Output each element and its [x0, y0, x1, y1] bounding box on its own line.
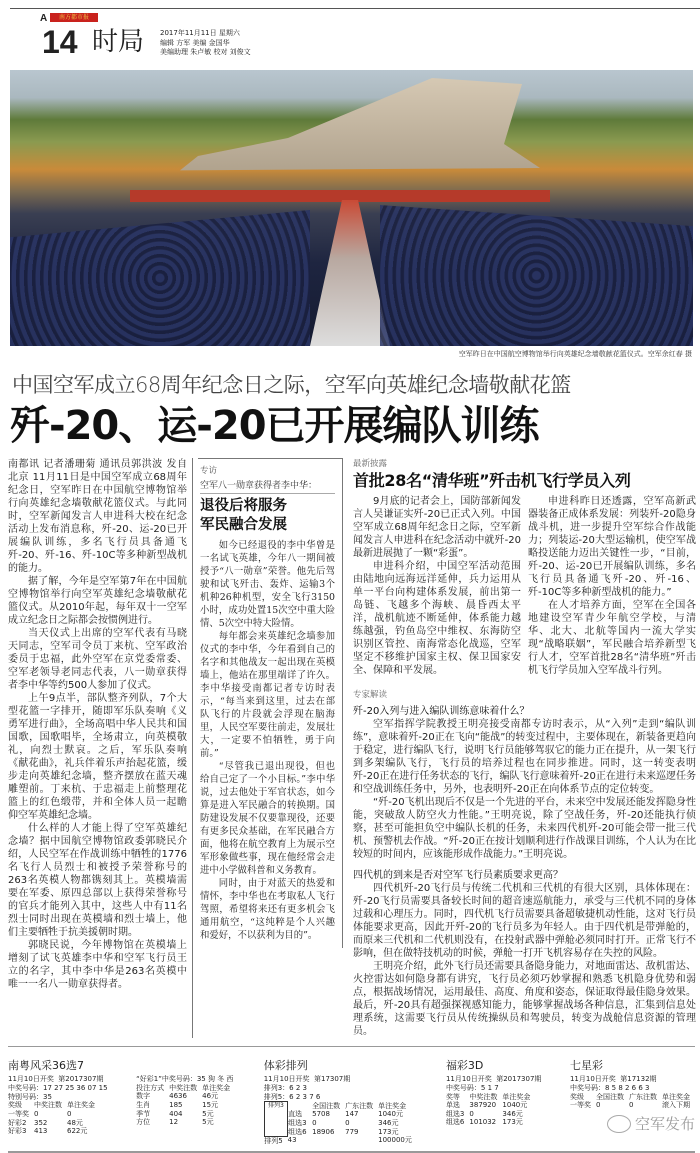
lottery-pailie — [264, 1059, 418, 1145]
articles-row — [8, 458, 695, 1038]
paragraph: 上午9点半，部队整齐列队，7个大型花篮一字排开，随即军乐队奏响《义勇军进行曲》，全场高唱中华人民共和国国歌，国歌唱毕，全场肃立，向英模敬礼，向烈士默哀。之后，军乐队奏响《献花曲》，礼兵伴着乐声抬起花篮，缓步走向英雄纪念墙，整齐摆放在蓝天魂雕塑前。丁来杭、于忠福走上前整理花篮上的红色缎带，并和全体人员一起瞻仰空军英雄纪念墙。 — [8, 693, 187, 821]
td: 方位 — [136, 1118, 151, 1127]
th: 全国注数 — [312, 1101, 341, 1110]
draw-date: 11月10日开奖 — [445, 1075, 492, 1083]
p5-numbers: 排列5：6 2 3 7 6 — [263, 1092, 321, 1101]
td: 779 — [345, 1127, 359, 1136]
lead-article — [8, 458, 187, 991]
interview-subtitle: 空军八一勋章获得者李中华： — [200, 480, 335, 494]
td: 173元 — [502, 1118, 523, 1127]
td: 5元 — [202, 1109, 214, 1118]
td: 404 — [169, 1109, 183, 1118]
td: 0 — [312, 1119, 317, 1128]
td: 12 — [169, 1118, 179, 1127]
td: 0 — [628, 1101, 634, 1110]
td: 352 — [34, 1118, 48, 1127]
page-number: 14 — [42, 24, 78, 60]
td: 46元 — [202, 1092, 219, 1101]
issue-number: 第2017307期 — [58, 1075, 104, 1083]
lottery-haocai1 — [136, 1059, 235, 1127]
prize-table — [136, 1084, 235, 1127]
troops-left — [10, 210, 310, 346]
td: 5708 — [312, 1110, 330, 1119]
prize-table — [570, 1093, 695, 1110]
issue-date: 2017年11月11日 星期六 — [160, 29, 240, 37]
paragraph: 空军指挥学院教授王明亮接受南都专访时表示，从“入列”走到“编队训练”，意味着歼-20正在飞向“能战”的转变过程中，主要体现在，新装备更趋向于稳定，进行编队飞行，说明飞行员能够驾驭它的能力正在提升，从一架飞行到多架编队飞行，飞行员的培养过程也在同步推进。同时，这一转变表明歼-20正在进行任务状态的飞行，编队飞行意味着歼-20正在进行未来巡逻任务和空战训练任务中，另外，也表明歼-20正在向体系节点的定位转变。 — [353, 719, 696, 795]
interview-title — [200, 497, 335, 535]
winning-numbers: 中奖号码：5 1 7 — [445, 1083, 499, 1092]
th: 奖级 — [569, 1092, 584, 1101]
flower-baskets — [130, 190, 550, 202]
section-title: 时局 — [92, 27, 145, 57]
news-tag: 最新披露 — [353, 459, 388, 469]
td: 0 — [67, 1109, 72, 1118]
winning-numbers: 中奖号码：17 27 25 36 07 15 — [8, 1083, 108, 1092]
paragraph: 南都讯 记者潘珊菊 通讯员郭洪波 发自北京 11月11日是中国空军成立68周年纪念日，空军昨日在中国航空博物馆举行向英雄纪念墙敬献花篮仪式。与此同时，空军新闻发言人申进科大校在纪念活动上发布消息称，歼-20、运-20已开展编队训练，多名飞行员具备通飞歼-20、歼-16、歼-10C等多种新型战机的能力。 — [8, 459, 187, 574]
proofreaders: 美编助理 朱卢敏 校对 刘俊文 — [160, 48, 251, 56]
lottery-title: 南粤风采36选7 — [8, 1059, 84, 1072]
td: 好彩2 — [8, 1118, 27, 1127]
td: 一等奖 — [8, 1109, 29, 1118]
td: 一等奖 — [569, 1101, 591, 1110]
td: 1040元 — [502, 1101, 528, 1110]
th: 单注奖金 — [502, 1092, 531, 1101]
haocai1-numbers: “好彩1”中奖号码：35 狗 冬 西 — [136, 1075, 234, 1083]
td: 滚入下期 — [661, 1101, 690, 1110]
th: 中奖注数 — [469, 1092, 498, 1101]
paragraph: 据了解，今年是空军第7年在中国航空博物馆举行向空军英雄纪念墙敬献花篮仪式。从2010年起，每年双十一空军成立纪念日之际都会按惯例进行。 — [8, 576, 187, 626]
issue-number: 第17132期 — [620, 1075, 657, 1083]
edition-letter: A — [40, 13, 48, 24]
lottery-title: 福彩3D — [445, 1059, 484, 1072]
td: 5元 — [202, 1118, 214, 1127]
question-2: 四代机的到来是否对空军飞行员素质要求更高？ — [353, 870, 563, 881]
th: 奖等 — [445, 1092, 460, 1101]
th: 广东注数 — [628, 1092, 657, 1101]
main-headline: 歼-20、运-20已开展编队训练 — [10, 403, 539, 449]
center-aisle — [310, 200, 390, 346]
td: 排列5 — [264, 1136, 283, 1145]
interview-article — [200, 539, 335, 942]
winning-numbers: 中奖号码：8 5 8 2 6 6 3 — [569, 1083, 650, 1092]
td: 173元 — [378, 1127, 399, 1136]
interview-box — [198, 458, 343, 948]
td: 组选3 — [288, 1119, 307, 1128]
troops-right — [380, 205, 693, 346]
qixing-column — [570, 1059, 695, 1134]
top-rule — [10, 8, 700, 9]
td: 0 — [345, 1119, 350, 1128]
draw-date: 11月10日开奖 — [8, 1075, 54, 1083]
paragraph: 四代机歼-20飞行员与传统二代机和三代机的有很大区别，具体体现在：歼-20飞行员需要具备较长时间的超音速巡航能力，承受与三代机不同的身体过载和心理压力。同时，四代机飞行员需要具备超敏捷机动性能，这对飞行员体能要求更高，因此开歼-20的飞行员多为年轻人。由于四代机是带弹舱的，而原来三代机和二代机则没有，在投射武器中弹舱必须同时打开。正常飞行不影响，但在做特技机动的时候，弹舱一打开飞机容易存在失控的风险。 — [353, 883, 696, 959]
paragraph: 什么样的人才能上得了空军英雄纪念墙？据中国航空博物馆政委郭晓民介绍，人民空军在作战训练中牺牲的1776名飞行人员烈士和被授予荣誉称号的263名英模人物都镌刻其上。英模墙需要在军委、原四总部以上获得荣誉称号的官兵才能列入其中，这些人中有11名烈士同时出现在英模墙和烈士墙上，他们主要牺牲于抗美援朝时期。 — [8, 823, 187, 938]
td: 387920 — [469, 1101, 497, 1110]
photo-caption: 空军昨日在中国航空博物馆举行向英雄纪念墙敬献花篮仪式。空军余红春 摄 — [458, 350, 692, 358]
th: 投注方式 — [136, 1083, 165, 1092]
td: 生肖 — [136, 1100, 151, 1109]
column-divider — [192, 458, 193, 1038]
td: 组选6 — [288, 1127, 307, 1136]
news-column-2 — [528, 495, 696, 677]
masthead-meta — [160, 29, 251, 58]
paragraph: 郭晓民说，今年博物馆在英模墙上增刻了试飞英雄李中华和空军飞行员王立的名字，其中李中华是263名英模中唯一一名八一勋章获得者。 — [8, 940, 187, 990]
td: 组选3 — [445, 1109, 465, 1118]
paragraph: 王明亮介绍，此外飞行员还需要具备隐身能力，对地面雷达、敌机雷达、火控雷达如何隐身都有讲究，飞行员必须巧妙掌握和熟悉飞机隐身优势和弱点，根据战场情况，运用最佳、高度、角度和姿态，保证取得最佳隐身效果。最后，歼-20具有超强探视感知能力，能够掌握战场各种信息，汇集到信息处理系统，这需要飞行员从传统操纵员和驾驶员，转变为战舱信息资源的管理员。 — [353, 961, 696, 1037]
td: 0 — [469, 1109, 474, 1118]
prize-table — [8, 1101, 100, 1135]
watermark-text: 空军发布 — [634, 1114, 695, 1133]
td: 0 — [595, 1101, 601, 1110]
th: 奖级 — [8, 1101, 22, 1110]
td: 43 — [287, 1136, 297, 1145]
expert-section — [353, 705, 696, 1038]
td: 季节 — [136, 1109, 151, 1118]
lottery-nanyue — [8, 1059, 108, 1136]
td: 101032 — [469, 1118, 497, 1127]
lottery-rule — [8, 1046, 695, 1047]
question-1: 歼-20入列与进入编队训练意味着什么？ — [353, 706, 530, 717]
prize-table — [446, 1093, 535, 1127]
lottery-title: 体彩排列 — [263, 1059, 308, 1072]
paragraph: “尽管我已退出现役，但也给自己定了一个小目标。”李中华说，过去他处于军官状态，如今算是进入军民融合的转换期。国防建设发展不仅要靠现役，还要有更多民众基础，在军民融合方面，他将在航空教育上为展示空军形象做些事，现在他经常会走进中小学做科普和义务教育。 — [200, 761, 335, 876]
draw-date: 11月10日开奖 — [569, 1075, 616, 1083]
title-line: 军民融合发展 — [200, 517, 287, 533]
ceremony-photo — [10, 70, 693, 346]
th: 单注奖金 — [661, 1092, 690, 1101]
paragraph: 同时，由于对蓝天的热爱和情怀，李中华也在考取私人飞行驾照，希望将来还有更多机会飞通用航空，“这纯粹是个人兴趣和爱好，不以获利为目的”。 — [200, 878, 335, 941]
expert-tag: 专家解读 — [353, 690, 388, 700]
th: 中奖注数 — [169, 1083, 198, 1092]
td: 18906 — [312, 1127, 335, 1136]
p3-numbers: 排列3：6 2 3 — [263, 1083, 307, 1092]
issue-number: 第17307期 — [313, 1075, 351, 1083]
paragraph: 申进科介绍，中国空军活动范围由陆地向远海远洋延伸，兵力运用从单一平台向构建体系发展，前出第一岛链、飞越多个海峡、晨昏西太平洋，战机航迹不断延伸，体系能力越练越强，钓鱼岛空中维权、东海防空识别区管控、南海常态化战巡，空军坚定不移维护国家主权、保卫国家安全、保障和平发展。 — [353, 561, 521, 676]
lottery-row — [8, 1059, 695, 1145]
paragraph: 如今已经退役的李中华曾是一名试飞英雄，今年八一期间被授予“八一勋章”荣誉。他先后驾驶和试飞歼击、轰炸、运输3个机种26种机型，安全飞行3150小时，成功处置15次空中重大险情、5次空中特大险情。 — [200, 540, 335, 629]
td: 147 — [345, 1110, 359, 1119]
special-number: 特别号码：35 — [8, 1092, 52, 1101]
paragraph: 9月底的记者会上，国防部新闻发言人吴谦证实歼-20已正式入列。中国空军成立68周年纪念日之际，空军新闻发言人申进科在纪念活动中就歼-20最新进展抛了一颗“彩蛋”。 — [353, 496, 521, 559]
paragraph: 当天仪式上出席的空军代表有马晓天同志，空军司令员丁来杭、空军政治委员于忠福，此外空军在京党委常委、空军老领导老同志代表，八一勋章获得者李中华等约500人参加了仪式。 — [8, 628, 187, 691]
td: 直选 — [288, 1110, 303, 1119]
paragraph: “歼-20飞机出现后不仅是一个先进的平台，未来空中发展还能发挥隐身性能，突破敌人防空火力性能。”王明亮说，除了空战任务，歼-20还能执行侦察，甚至可能担负空中编队长机的任务，未来四代机歼-20可能会带一批三代机、预警机去作战。“歼-20正在按计划顺利进行作战课目训练，个人认为在比较短的时间内，应该能形成作战能力。”王明亮说。 — [353, 797, 696, 860]
td: 4636 — [169, 1092, 187, 1101]
paragraph: 每年都会来英雄纪念墙参加仪式的李中华，今年看到自己的名字和其他战友一起出现在英模墙上，他站在那里端详了许久。李中华接受南都记者专访时表示，“每当来到这里，过去在部队飞行的片段就会浮现在脑海里，人民空军要往前走，发展壮大，一定要不怕牺牲，勇于向前。” — [200, 631, 335, 759]
td: 622元 — [67, 1127, 88, 1136]
news-column-1 — [353, 495, 521, 677]
th: 单注奖金 — [378, 1101, 407, 1110]
td: 0 — [34, 1109, 39, 1118]
th: 单注奖金 — [202, 1083, 231, 1092]
th: 全国注数 — [595, 1092, 624, 1101]
td: 单选 — [445, 1101, 460, 1110]
news-columns — [353, 495, 696, 677]
td: 1040元 — [378, 1110, 403, 1119]
group-label: 排列3 — [264, 1102, 287, 1136]
th: 单注奖金 — [67, 1101, 95, 1110]
paragraph: 在人才培养方面，空军在全国各地建设空军青少年航空学校，与清华、北大、北航等国内一流大学实现“战略联姻”，军民融合培养新型飞行人才，空军首批28名“清华班”歼击机飞行学员加入空军战斗行列。 — [528, 600, 696, 676]
prize-table — [264, 1101, 418, 1145]
td: 346元 — [378, 1119, 399, 1128]
td: 48元 — [67, 1118, 83, 1127]
td: 346元 — [502, 1109, 523, 1118]
td: 185 — [169, 1100, 183, 1109]
right-column — [353, 458, 696, 1038]
paragraph: 申进科昨日还透露，空军高新武器装备正成体系发展：列装歼-20隐身战斗机，进一步提升空军综合作战能力；列装运-20大型运输机，使空军战略投送能力迈出关键性一步，“目前，歼-20、运-20已开展编队训练，多名飞行员具备通飞歼-20、歼-16、歼-10C等多种新型战机的能力。” — [528, 496, 696, 598]
td: 413 — [34, 1127, 48, 1136]
interview-tag: 专访 — [200, 465, 221, 477]
news-title: 首批28名“清华班”歼击机飞行学员入列 — [353, 471, 631, 490]
sub-headline: 中国空军成立68周年纪念日之际，空军向英雄纪念墙敬献花篮 — [12, 373, 571, 397]
draw-date: 11月10日开奖 — [263, 1075, 310, 1083]
wechat-watermark — [607, 1114, 695, 1134]
issue-number: 第2017307期 — [496, 1075, 542, 1083]
td: 组选6 — [445, 1118, 465, 1127]
th: 广东注数 — [345, 1101, 374, 1110]
td: 100000元 — [378, 1136, 412, 1145]
td: 15元 — [202, 1100, 219, 1109]
title-line: 退役后将服务 — [200, 498, 287, 514]
lottery-fucai3d — [446, 1059, 541, 1127]
page-body — [8, 458, 695, 1153]
lottery-qixing — [570, 1059, 695, 1110]
monument-sculpture — [180, 72, 540, 192]
td: 好彩3 — [8, 1127, 27, 1136]
lottery-title: 七星彩 — [569, 1059, 603, 1072]
wechat-icon — [607, 1115, 631, 1133]
th: 中奖注数 — [34, 1101, 62, 1110]
newspaper-logo: 南方都市报 — [50, 13, 98, 22]
editors: 编辑 方军 美编 金国华 — [160, 38, 230, 47]
td: 数字 — [136, 1092, 151, 1101]
th — [288, 1102, 312, 1111]
